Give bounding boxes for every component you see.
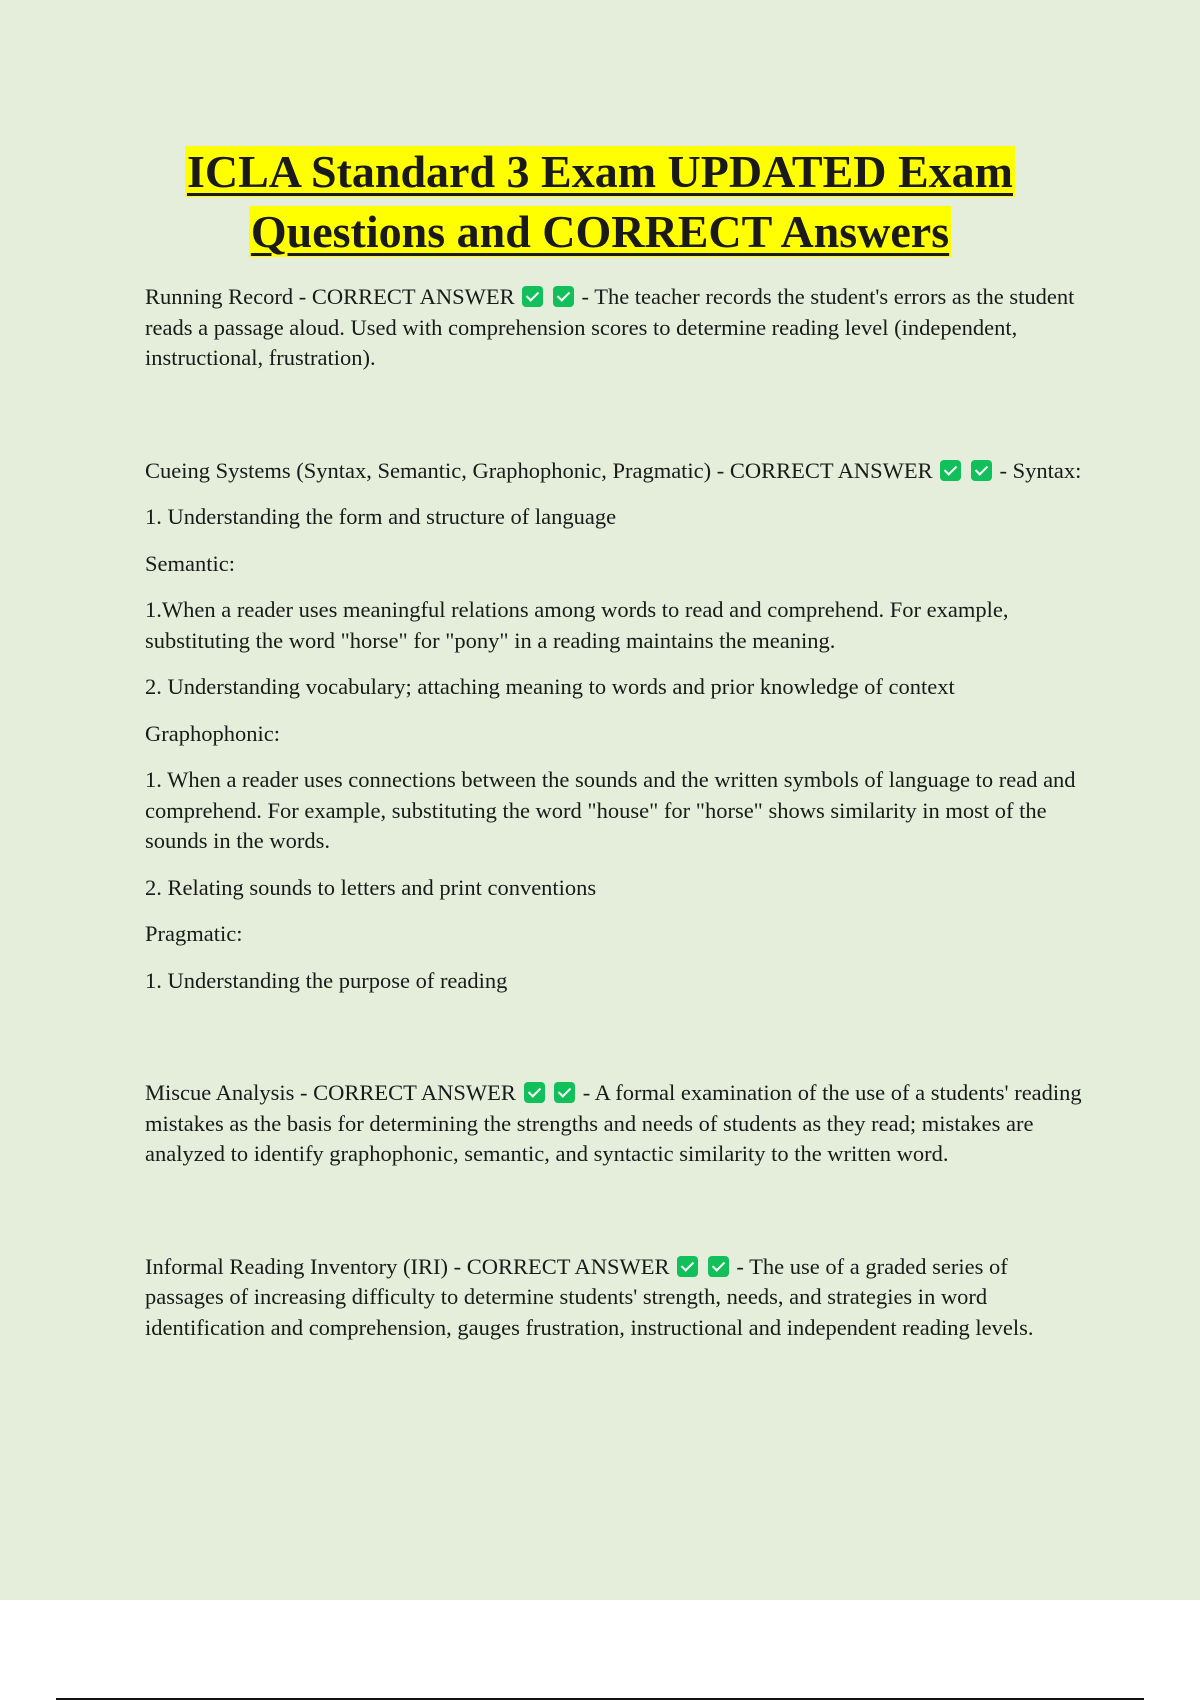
semantic-point-2: 2. Understanding vocabulary; attaching meaning to words and prior knowledge of context bbox=[145, 674, 955, 699]
syntax-point-1: 1. Understanding the form and structure of language bbox=[145, 504, 617, 529]
check-icon bbox=[553, 286, 574, 307]
graphophonic-point-2: 2. Relating sounds to letters and print conventions bbox=[145, 874, 597, 900]
check-icon bbox=[554, 1082, 575, 1103]
check-icon bbox=[971, 460, 992, 481]
answer-marker: CORRECT ANSWER bbox=[313, 1080, 516, 1105]
entry-term: Cueing Systems (Syntax, Semantic, Graphophonic, Pragmatic) - bbox=[145, 457, 730, 483]
entry-term: Informal Reading Inventory (IRI) - bbox=[145, 1253, 467, 1279]
qa-entry-informal-reading-inventory bbox=[145, 1252, 1090, 1344]
document-body bbox=[145, 282, 1090, 1359]
answer-marker: CORRECT ANSWER bbox=[466, 1253, 670, 1279]
entry-answer: - Syntax: bbox=[993, 457, 1082, 483]
entry-answer: - The use of a graded series of passages of increasing difficulty to determine students' strength, needs, and strategies in word identification and comprehension, gauges frustration, instructional and independent reading levels. bbox=[145, 1253, 1034, 1340]
qa-entry-miscue-analysis bbox=[145, 1078, 1090, 1170]
qa-entry-running-record bbox=[145, 282, 1090, 374]
check-icon bbox=[524, 1082, 545, 1103]
graphophonic-point-1: 1. When a reader uses connections between the sounds and the written symbols of language to read and comprehend. For example, substituting the word "house" for "horse" shows similarity in most of the sounds in the words. bbox=[145, 767, 1076, 853]
pragmatic-point-1: 1. Understanding the purpose of reading bbox=[145, 967, 508, 993]
answer-marker: CORRECT ANSWER bbox=[311, 284, 515, 309]
semantic-heading: Semantic: bbox=[145, 550, 235, 576]
title-line-1: ICLA Standard 3 Exam UPDATED Exam bbox=[187, 146, 1013, 197]
entry-term: Miscue Analysis - bbox=[145, 1080, 314, 1105]
entry-answer: - A formal examination of the use of a students' reading mistakes as the basis for determining the strengths and needs of students as they read; mistakes are analyzed to identify graphophonic, semantic, and syntactic similarity to the written word. bbox=[145, 1080, 1082, 1166]
answer-marker: CORRECT ANSWER bbox=[729, 457, 933, 483]
check-icon bbox=[708, 1256, 729, 1277]
entry-term: Running Record - bbox=[145, 284, 312, 309]
check-icon bbox=[940, 460, 961, 481]
check-icon bbox=[677, 1256, 698, 1277]
entry-heading bbox=[145, 456, 1090, 487]
title-line-2: Questions and CORRECT Answers bbox=[250, 206, 950, 257]
check-icon bbox=[522, 286, 543, 307]
pragmatic-heading: Pragmatic: bbox=[145, 921, 243, 946]
entry-answer: - The teacher records the student's errors as the student reads a passage aloud. Used with comprehension scores to determine reading level (independent, instructional, frustration). bbox=[145, 284, 1075, 370]
qa-entry-cueing-systems bbox=[145, 456, 1090, 997]
semantic-point-1: 1.When a reader uses meaningful relations among words to read and comprehend. For example, substituting the word "horse" for "pony" in a reading maintains the meaning. bbox=[145, 597, 1009, 653]
document-title bbox=[0, 142, 1200, 262]
graphophonic-heading: Graphophonic: bbox=[145, 720, 280, 746]
